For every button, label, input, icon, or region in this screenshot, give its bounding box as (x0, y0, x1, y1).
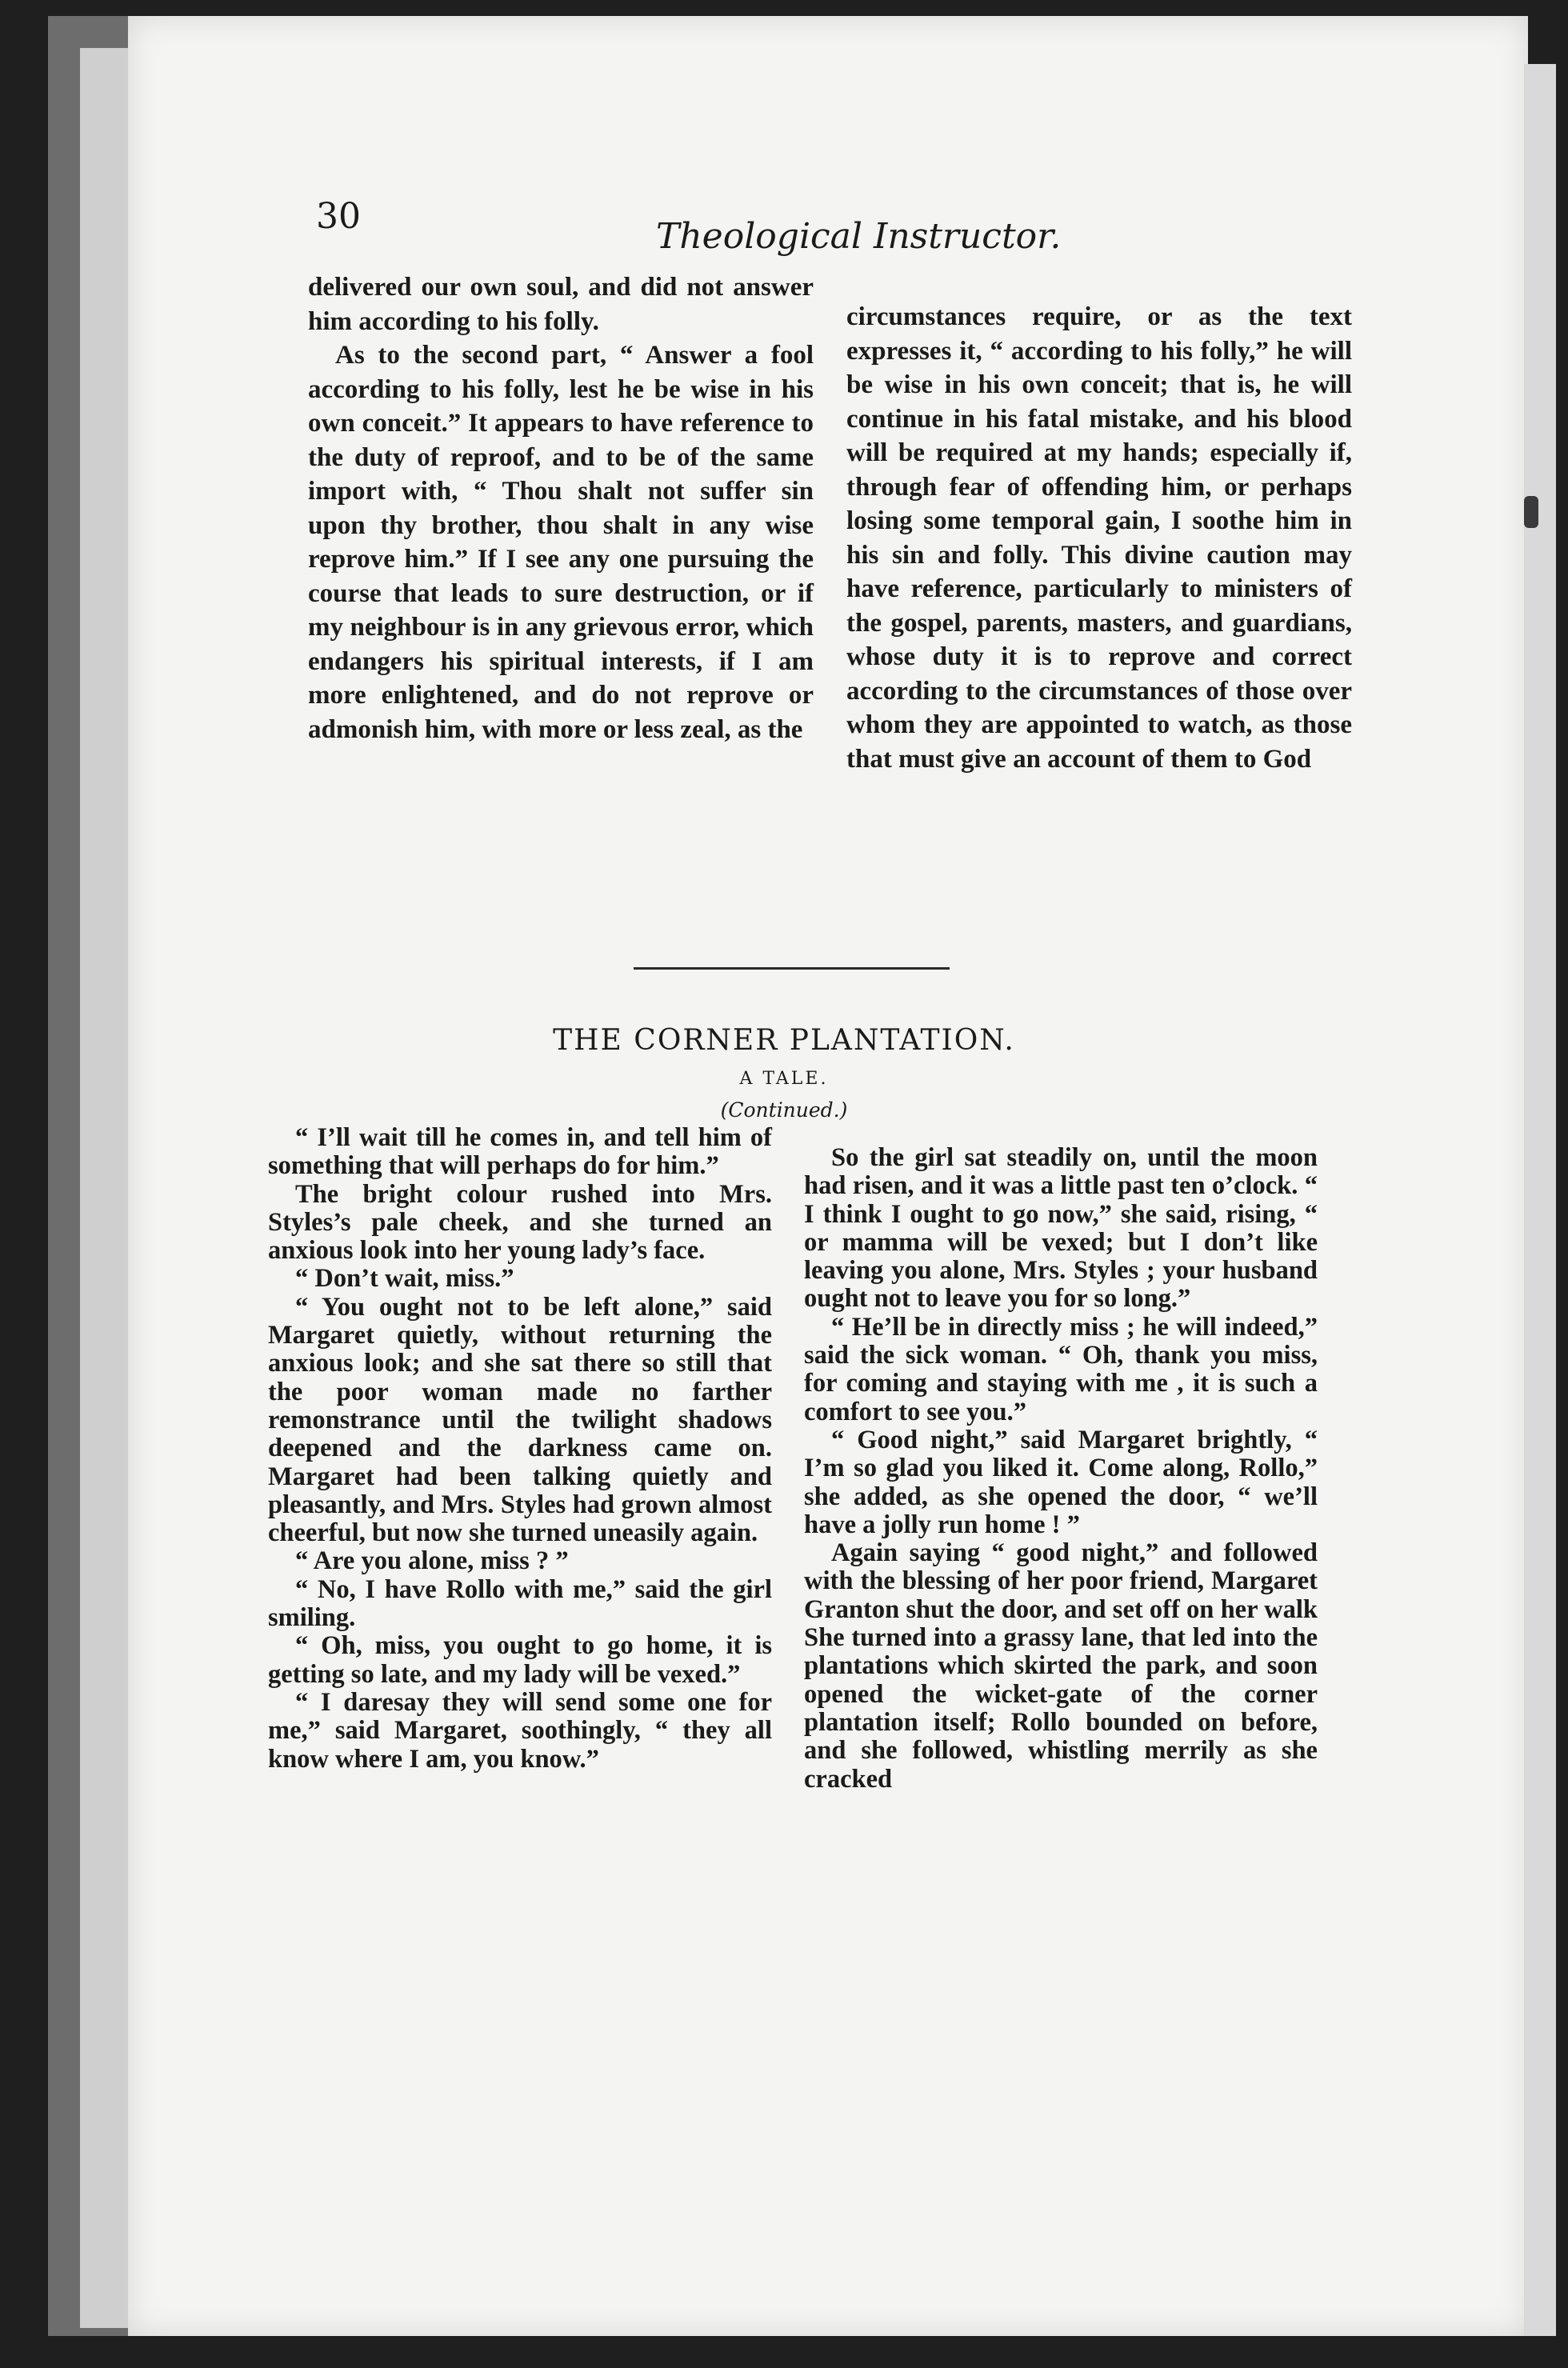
story-left-column (268, 1124, 772, 1774)
paragraph: “ You ought not to be left alone,” said Margaret quietly, without returning the anxious look; and she sat there so still that the poor woman made no farther remonstrance until the twilight shadows deepened and the darkness came on. Margaret had been talking quietly and pleasantly, and Mrs. Styles had grown almost cheerful, but now she turned uneasily again. (268, 1292, 772, 1548)
paragraph: The bright colour rushed into Mrs. Styles’s pale cheek, and she turned an anxious look into her young lady’s face. (268, 1179, 772, 1266)
paragraph: “ He’ll be in directly miss ; he will indeed,” said the sick woman. “ Oh, thank you miss, for coming and staying with me , it is such a comfort to see you.” (804, 1312, 1318, 1426)
paragraph: “ No, I have Rollo with me,” said the girl smiling. (268, 1574, 772, 1633)
paragraph: As to the second part, “ Answer a fool according to his folly, lest he be wise in his own conceit.” It appears to have reference to the duty of reproof, and to be of the same import with, “ Thou shalt not suffer sin upon thy brother, thou shalt in any wise reprove him.” If I see any one pursuing the course that leads to sure destruction, or if my neighbour is in any grievous error, which endangers his spiritual interests, if I am more enlightened, and do not reprove or admonish him, with more or less zeal, as the (308, 341, 814, 744)
paragraph: delivered our own soul, and did not answer him according to his folly. (308, 273, 814, 336)
story-right-column (804, 1144, 1318, 1794)
running-title: Theological Instructor. (656, 216, 1062, 257)
page-number: 30 (316, 196, 361, 237)
page-stain (1524, 496, 1538, 528)
story-title: THE CORNER PLANTATION. (553, 1024, 1015, 1057)
story-continued-note: (Continued.) (720, 1098, 848, 1122)
upper-left-column (308, 270, 814, 746)
paragraph: “ Oh, miss, you ought to go home, it is getting so late, and my lady will be vexed.” (268, 1631, 772, 1689)
paragraph: “ I’ll wait till he comes in, and tell him of something that will perhaps do for him.” (268, 1123, 772, 1181)
right-page-edge (1524, 64, 1556, 2336)
upper-right-column (846, 300, 1352, 776)
paragraph: “ Don’t wait, miss.” (295, 1264, 514, 1294)
paragraph: “ I daresay they will send some one for me,” said Margaret, soothingly, “ they all know where I am, you know.” (268, 1687, 772, 1774)
paragraph: Again saying “ good night,” and followed with the blessing of her poor friend, Margaret Granton shut the door, and set off on her walk She turned into a grassy lane, that led into the plantations which skirted the park, and soon opened the wicket-gate of the corner plantation itself; Rollo bounded on before, and she followed, whistling merrily as she cracked (804, 1538, 1318, 1794)
paragraph: circumstances require, or as the text expresses it, “ according to his folly,” he will be wise in his own conceit; that is, he will continue in his fatal mistake, and his blood will be required at my hands; especially if, through fear of offending him, or perhaps losing some temporal gain, I soothe him in his sin and folly. This divine caution may have reference, particularly to ministers of the gospel, parents, masters, and guardians, whose duty it is to reprove and correct according to the circumstances of those over whom they are appointed to watch, as those that must give an account of them to God (846, 302, 1352, 774)
page-stack-edge (80, 48, 130, 2328)
paragraph: “ Good night,” said Margaret brightly, “ I’m so glad you liked it. Come along, Rollo,” she added, as she opened the door, “ we’ll have a jolly run home ! ” (804, 1425, 1318, 1539)
section-divider (634, 967, 950, 970)
paragraph: “ Are you alone, miss ? ” (295, 1546, 569, 1576)
story-subtitle: A TALE. (739, 1069, 829, 1089)
paragraph: So the girl sat steadily on, until the moon had risen, and it was a little past ten o’clock. “ I think I ought to go now,” she said, rising, “ or mamma will be vexed; but I don’t like leaving you alone, Mrs. Styles ; your husband ought not to leave you for so long.” (804, 1143, 1318, 1314)
